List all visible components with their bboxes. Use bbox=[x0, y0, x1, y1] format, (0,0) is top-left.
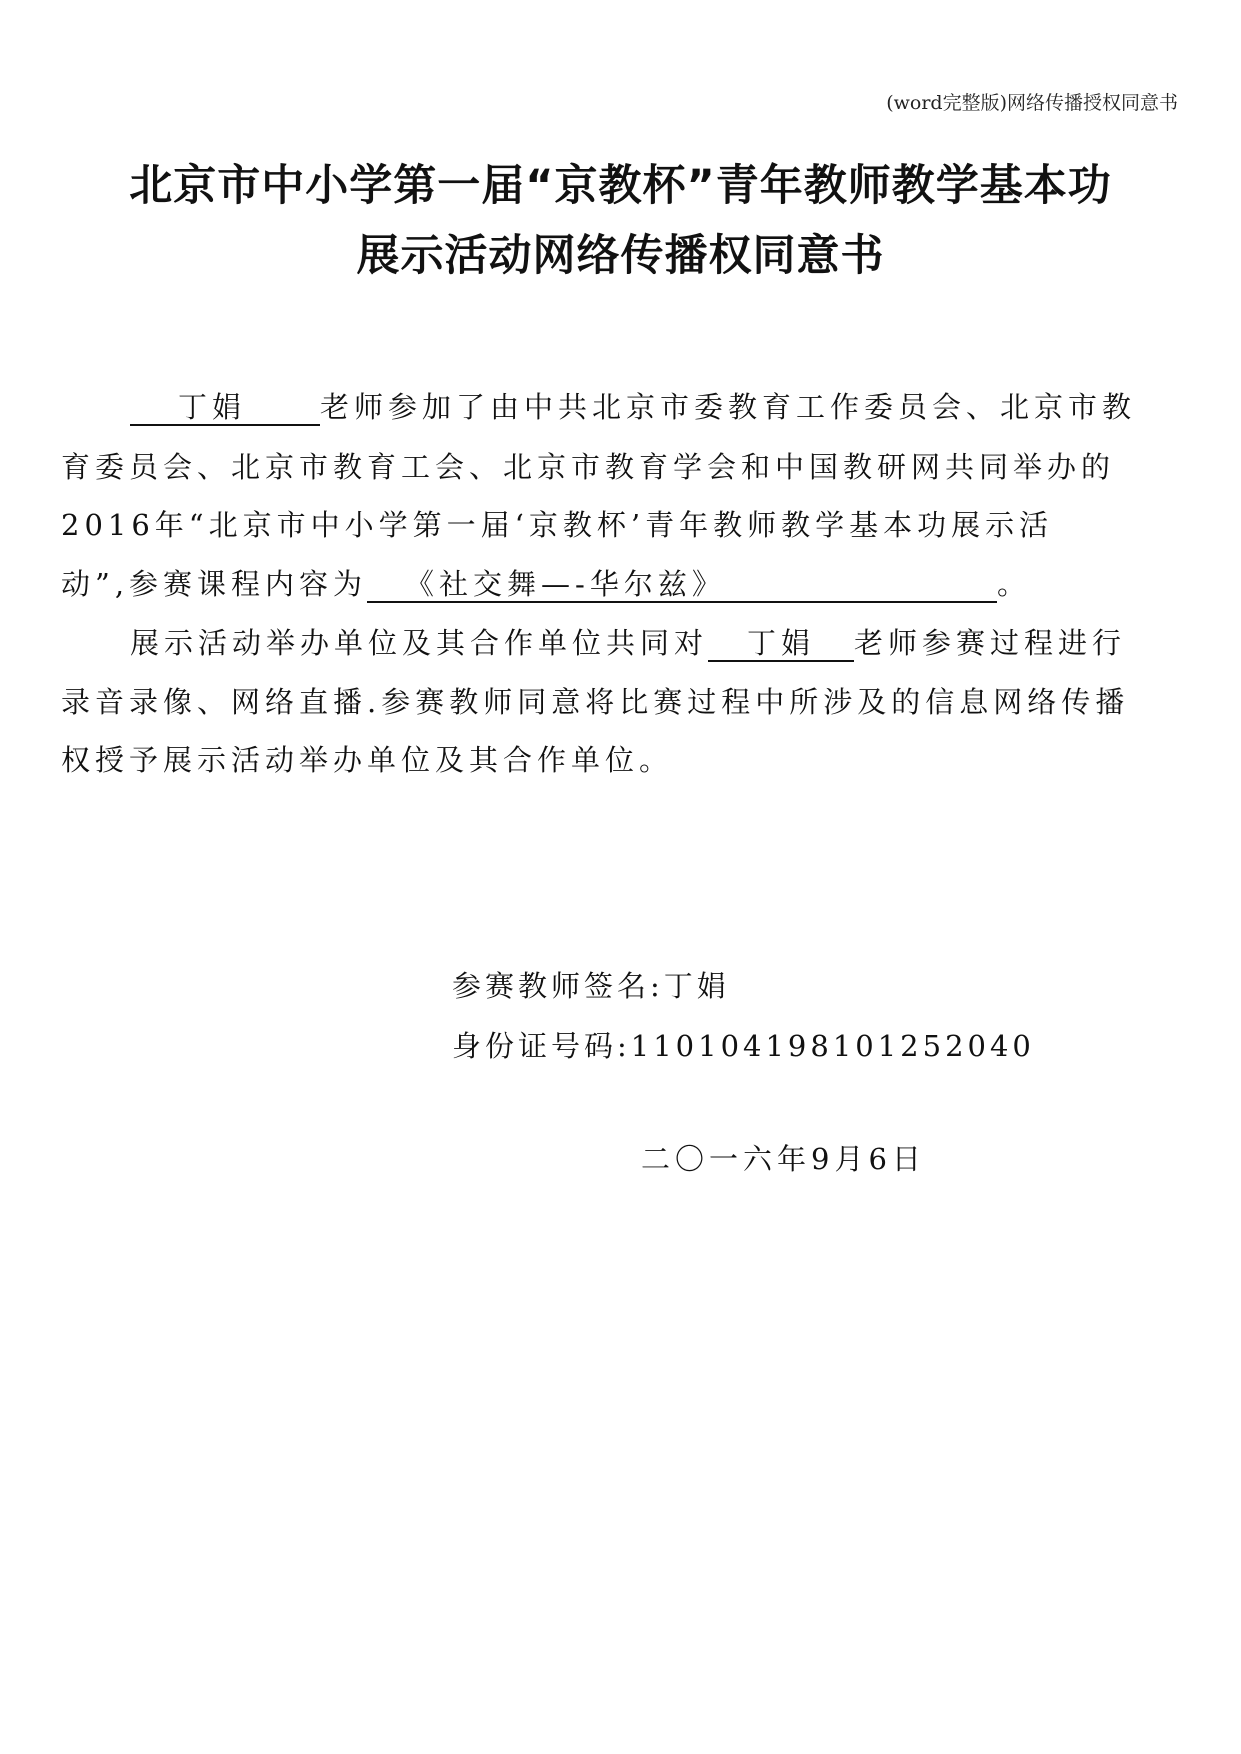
page-title-line-1: 北京市中小学第一届“京教杯”青年教师教学基本功 bbox=[129, 161, 1112, 211]
paragraph-2-line-3: 权授予展示活动举办单位及其合作单位。 bbox=[61, 743, 674, 777]
course-name-field: 《社交舞—-华尔兹》 bbox=[367, 568, 997, 603]
course-suffix-text: 。 bbox=[997, 567, 1032, 601]
signing-date: 二〇一六年9月6日 bbox=[641, 1142, 926, 1176]
paragraph-1-line-3: 2016年“北京市中小学第一届‘京教杯’青年教师教学基本功展示活 bbox=[61, 508, 1054, 542]
teacher-name-field: 丁娟 bbox=[130, 391, 320, 426]
recording-text: 老师参赛过程进行 bbox=[854, 626, 1127, 660]
teacher-signature: 参赛教师签名:丁娟 bbox=[452, 969, 730, 1003]
paragraph-1-line-2: 育委员会、北京市教育工会、北京市教育学会和中国教研网共同举办的 bbox=[61, 450, 1116, 484]
organizer-text: 展示活动举办单位及其合作单位共同对 bbox=[130, 626, 709, 660]
course-prefix-text: 动”,参赛课程内容为 bbox=[61, 567, 368, 601]
header-note: (word完整版)网络传播授权同意书 bbox=[886, 92, 1178, 114]
paragraph-2-line-2: 录音录像、网络直播.参赛教师同意将比赛过程中所涉及的信息网络传播 bbox=[61, 685, 1130, 719]
paragraph-2-line-1 bbox=[130, 621, 1241, 662]
paragraph-1-line-4 bbox=[61, 562, 1181, 603]
page-title-line-2: 展示活动网络传播权同意书 bbox=[356, 231, 885, 281]
paragraph-1-line-1 bbox=[130, 385, 1241, 426]
id-number: 身份证号码:110104198101252040 bbox=[452, 1029, 1035, 1063]
teacher-name-field-2: 丁娟 bbox=[708, 627, 854, 662]
paragraph-1-line-1-text: 老师参加了由中共北京市委教育工作委员会、北京市教 bbox=[320, 390, 1137, 424]
